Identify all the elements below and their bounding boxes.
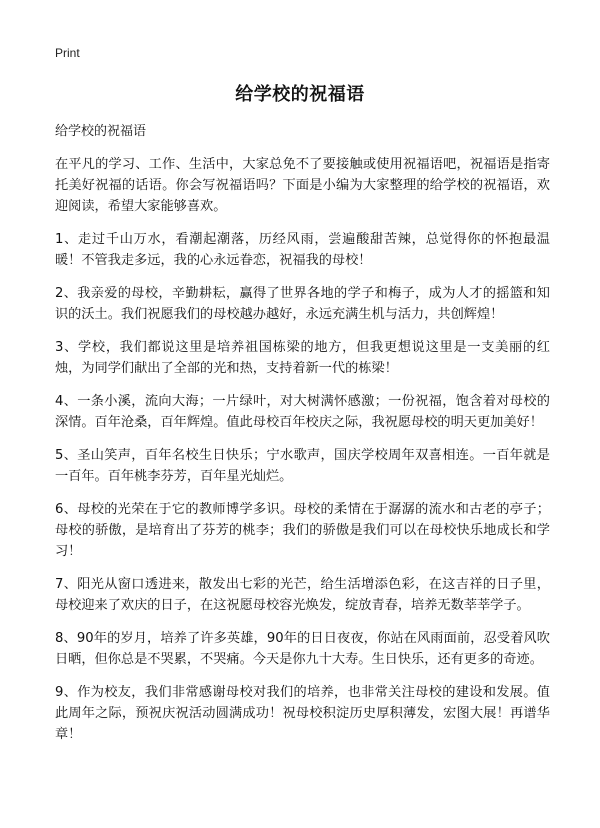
greeting-paragraph-2: 2、我亲爱的母校，辛勤耕耘，赢得了世界各地的学子和梅子，成为人才的摇篮和知识的沃土。我们祝愿我们的母校越办越好，永远充满生机与活力，共创辉煌！ xyxy=(55,286,550,322)
page-title: 给学校的祝福语 xyxy=(235,84,365,105)
greeting-paragraph-1: 1、走过千山万水，看潮起潮落，历经风雨，尝遍酸甜苦辣，总觉得你的怀抱最温暖！不管我走多远，我的心永远眷恋，祝福我的母校！ xyxy=(55,232,550,268)
greeting-paragraph-3: 3、学校，我们都说这里是培养祖国栋梁的地方，但我更想说这里是一支美丽的红烛，为同学们献出了全部的光和热，支持着新一代的栋梁！ xyxy=(55,340,550,376)
document-body xyxy=(55,122,550,757)
greeting-paragraph-5: 5、圣山笑声，百年名校生日快乐；宁水歌声，国庆学校周年双喜相连。一百年就是一百年。百年桃李芬芳，百年星光灿烂。 xyxy=(55,448,550,484)
document-subtitle: 给学校的祝福语 xyxy=(55,124,147,139)
greeting-paragraph-9: 9、作为校友，我们非常感谢母校对我们的培养，也非常关注母校的建设和发展。值此周年之际，预祝庆祝活动圆满成功！祝母校积淀历史厚积薄发，宏图大展！再谱华章！ xyxy=(55,685,550,742)
intro-paragraph: 在平凡的学习、工作、生活中，大家总免不了要接触或使用祝福语吧，祝福语是指寄托美好祝福的话语。你会写祝福语吗？下面是小编为大家整理的给学校的祝福语，欢迎阅读，希望大家能够喜欢。 xyxy=(55,157,550,214)
greeting-paragraph-4: 4、一条小溪，流向大海；一片绿叶，对大树满怀感激；一份祝福，饱含着对母校的深情。百年沧桑，百年辉煌。值此母校百年校庆之际，我祝愿母校的明天更加美好！ xyxy=(55,394,550,430)
print-link[interactable]: Print xyxy=(55,46,80,60)
greeting-paragraph-8: 8、90年的岁月，培养了许多英雄，90年的日日夜夜，你站在风雨面前，忍受着风吹日晒，但你总是不哭累，不哭痛。今天是你九十大寿。生日快乐，还有更多的奇迹。 xyxy=(55,631,550,667)
greeting-paragraph-7: 7、阳光从窗口透进来，散发出七彩的光芒，给生活增添色彩，在这吉祥的日子里，母校迎来了欢庆的日子，在这祝愿母校容光焕发，绽放青春，培养无数莘莘学子。 xyxy=(55,577,550,613)
greeting-paragraph-6: 6、母校的光荣在于它的教师博学多识。母校的柔情在于潺潺的流水和古老的亭子；母校的骄傲，是培育出了芬芳的桃李；我们的骄傲是我们可以在母校快乐地成长和学习！ xyxy=(55,502,550,559)
